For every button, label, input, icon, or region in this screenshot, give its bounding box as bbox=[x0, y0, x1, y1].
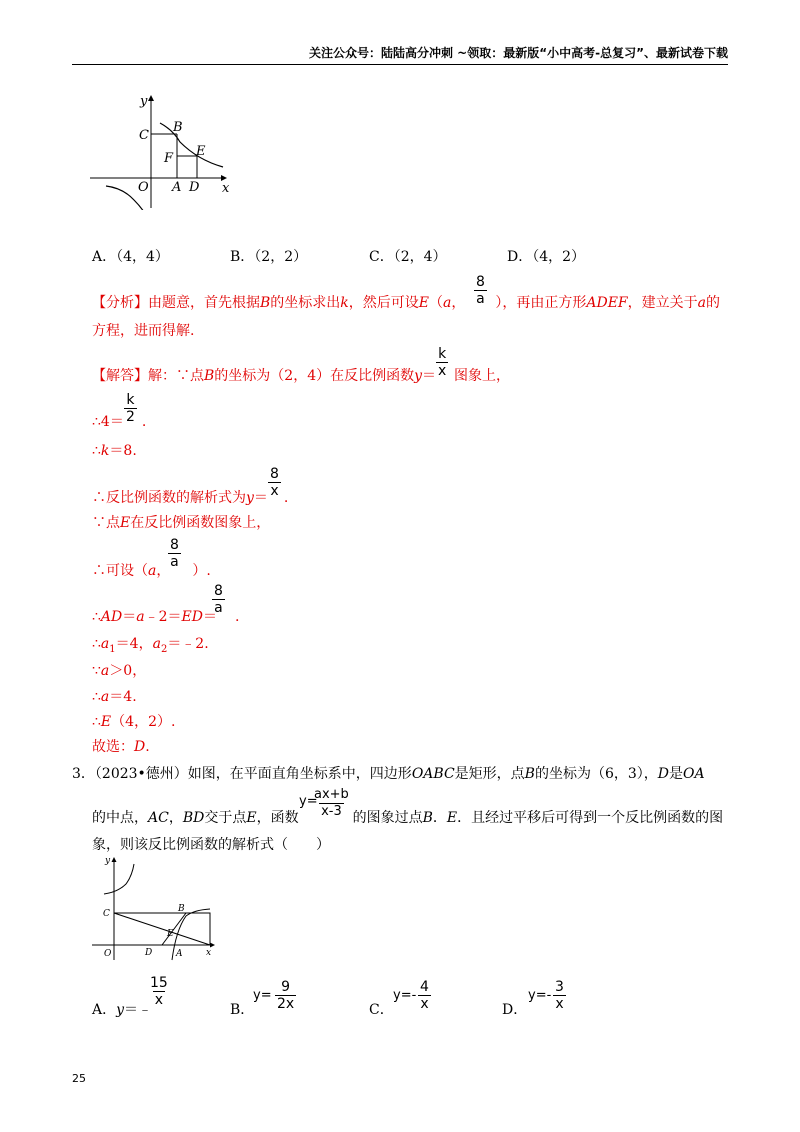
figure-rectangle-oabc bbox=[88, 852, 220, 964]
q3-option-c-y: y=- bbox=[393, 988, 417, 1003]
option-c[interactable]: C．（2，4） bbox=[369, 249, 447, 265]
solution-line-10: ∴a＝4. bbox=[92, 689, 137, 705]
q3-option-d-y: y=- bbox=[528, 988, 552, 1003]
question-3-line-2: 的中点，AC，BD交于点E，函数 的图象过点B．E．且经过平移后可得到一个反比例函数的图 bbox=[92, 810, 724, 826]
solution-fraction-k-2: $\frac{k}{2}$ bbox=[126, 392, 135, 425]
q3-option-d[interactable]: D． bbox=[502, 1002, 528, 1018]
solution-fraction-8-x: $\frac{8}{x}$ bbox=[270, 466, 279, 499]
q3-option-c[interactable]: C． bbox=[369, 1002, 394, 1018]
q3-option-b[interactable]: B． bbox=[230, 1002, 255, 1018]
fig1-label-C: C bbox=[139, 128, 149, 143]
q3-option-b-y: y= bbox=[253, 988, 272, 1003]
option-a[interactable]: A．（4，4） bbox=[92, 249, 169, 265]
solution-line-12: 故选：D. bbox=[92, 739, 150, 755]
q3-option-d-fraction: $\frac{3}{x}$ bbox=[555, 979, 564, 1012]
fig2-label-y: y bbox=[105, 856, 111, 866]
page-number: 25 bbox=[72, 1072, 86, 1085]
fig1-label-B: B bbox=[173, 120, 183, 135]
fig1-label-E: E bbox=[196, 144, 206, 159]
question-3-line-1: 3．（2023•德州）如图，在平面直角坐标系中，四边形OABC是矩形，点B的坐标为（6，3），D是OA bbox=[72, 766, 705, 782]
solution-line-7: ∴AD＝a﹣2＝ED＝ . bbox=[92, 609, 240, 625]
fig2-label-A: A bbox=[176, 949, 183, 959]
header-rule bbox=[72, 64, 728, 65]
solution-fraction-k-x: $\frac{k}{x}$ bbox=[438, 346, 447, 379]
solution-line-4: ∴反比例函数的解析式为y＝ . bbox=[92, 490, 289, 506]
analysis-line-2: 方程，进而得解. bbox=[92, 323, 195, 339]
q3-option-a[interactable]: A．y＝﹣ bbox=[92, 1002, 153, 1018]
solution-tag: 【解答】 bbox=[92, 368, 148, 384]
fig2-label-D: D bbox=[145, 948, 153, 958]
solution-line-8: $\therefore a_1=4$，$a_2=﹣2$. bbox=[92, 636, 209, 655]
solution-line-11: ∴E（4，2）. bbox=[92, 714, 176, 730]
option-d[interactable]: D．（4，2） bbox=[507, 249, 586, 265]
fig2-label-B: B bbox=[178, 904, 185, 914]
fig1-label-x: x bbox=[222, 181, 230, 196]
option-b[interactable]: B．（2，2） bbox=[230, 249, 308, 265]
solution-fraction-8-a-1: $\frac{8}{a}$ bbox=[170, 537, 179, 570]
fig2-label-C: C bbox=[103, 909, 110, 919]
solution-line-6: ∴可设（a， ）. bbox=[92, 563, 211, 579]
solution-line-1: 【解答】解：∵点B的坐标为（2，4）在反比例函数y＝ 图象上， bbox=[92, 368, 511, 384]
q3-function-fraction: $\frac{ax+b}{x-3}$ bbox=[314, 787, 349, 819]
q3-option-b-fraction: $\frac{9}{2x}$ bbox=[277, 979, 295, 1012]
q3-option-a-fraction: $\frac{15}{x}$ bbox=[150, 975, 168, 1008]
solution-fraction-8-a-2: $\frac{8}{a}$ bbox=[214, 583, 223, 616]
fig2-label-E: E bbox=[167, 929, 174, 939]
fig2-label-x: x bbox=[206, 948, 212, 958]
solution-line-2: ∴4＝ . bbox=[92, 414, 147, 430]
page-header: 关注公众号：陆陆高分冲刺 ~领取：最新版“小中高考-总复习”、最新试卷下载 bbox=[309, 46, 728, 60]
fig1-label-F: F bbox=[164, 151, 174, 166]
analysis-tag: 【分析】 bbox=[92, 295, 148, 311]
fig1-label-O: O bbox=[138, 180, 149, 195]
q3-function-y: y= bbox=[299, 794, 318, 809]
analysis-fraction: $\frac{8}{a}$ bbox=[476, 274, 485, 307]
fig2-label-O: O bbox=[104, 949, 112, 959]
figure-hyperbola-square bbox=[88, 90, 248, 210]
solution-line-3: ∴k＝8. bbox=[92, 443, 137, 459]
solution-line-5: ∵点E在反比例函数图象上， bbox=[92, 515, 271, 531]
solution-line-9: ∵a＞0， bbox=[92, 663, 147, 679]
question-3-line-3: 象，则该反比例函数的解析式（ ） bbox=[92, 837, 330, 853]
q3-option-c-fraction: $\frac{4}{x}$ bbox=[420, 979, 429, 1012]
fig1-label-D: D bbox=[189, 180, 200, 195]
analysis-line-1: 【分析】由题意，首先根据B的坐标求出k，然后可设E（a， ），再由正方形ADEF，建立关于a的 bbox=[92, 295, 721, 311]
fig1-label-A: A bbox=[172, 180, 182, 195]
fig1-label-y: y bbox=[140, 94, 148, 109]
question-number: 3． bbox=[72, 766, 95, 782]
